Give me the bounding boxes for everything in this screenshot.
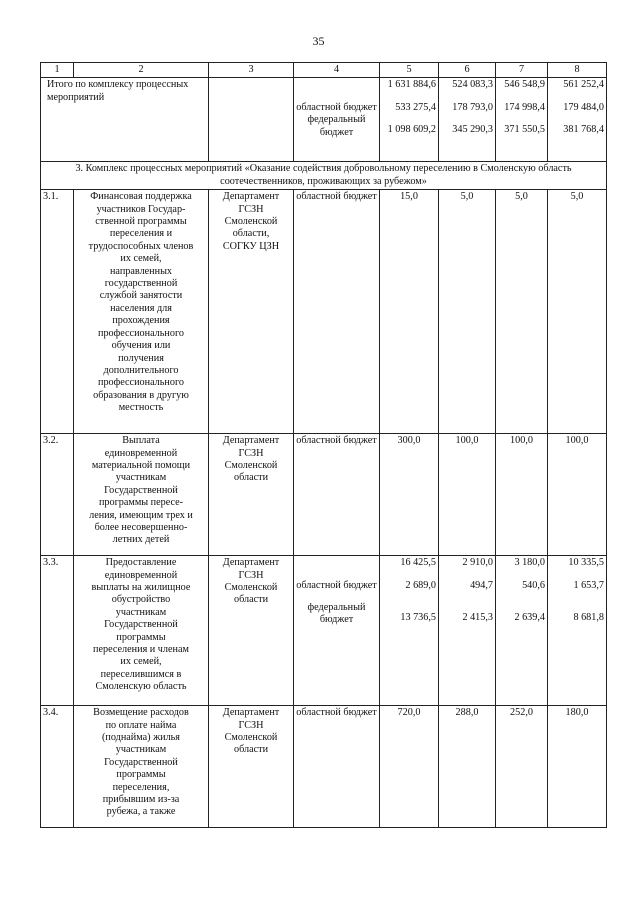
- text-line: ственной программы: [95, 216, 187, 228]
- budget-table: [40, 62, 607, 828]
- text-line: ГСЗН: [238, 203, 264, 215]
- text-line: области,: [232, 228, 270, 240]
- text-line: дополнительного: [103, 364, 179, 376]
- value: 345 290,3: [452, 124, 493, 136]
- value: 2 639,4: [514, 612, 545, 624]
- text-line: ГСЗН: [238, 719, 264, 731]
- table-row: [41, 190, 607, 434]
- item-number: 3.2.: [41, 434, 74, 556]
- column-header: 1: [41, 63, 74, 78]
- source-regional: областной бюджет: [296, 579, 377, 591]
- text-line: СОГКУ ЦЗН: [222, 240, 280, 252]
- value-col8: 5,0: [548, 190, 607, 434]
- text-line: Смоленскую область: [95, 681, 187, 693]
- text-line: Смоленской: [224, 460, 278, 472]
- source-federal: федеральный бюджет: [307, 602, 366, 626]
- executor-cell: [209, 556, 294, 706]
- value-col8: [548, 78, 607, 162]
- value: 2 689,0: [405, 579, 436, 591]
- text-line: получения: [118, 352, 164, 364]
- text-line: ления, имеющим трех и: [89, 509, 193, 521]
- text-line: ГСЗН: [238, 447, 264, 459]
- text-line: области: [233, 744, 269, 756]
- value-col8: [548, 556, 607, 706]
- item-name: [74, 190, 209, 434]
- value: 16 425,5: [400, 557, 436, 569]
- item-number: 3.4.: [41, 706, 74, 828]
- text-line: более несовершенно-: [94, 522, 188, 534]
- source-federal: федеральный бюджет: [307, 114, 366, 138]
- text-line: обустройство: [111, 594, 171, 606]
- executor-cell: [209, 706, 294, 828]
- text-line: Финансовая поддержка: [90, 191, 192, 203]
- value: 1 631 884,6: [387, 79, 436, 91]
- value: 494,7: [470, 579, 493, 591]
- text-line: трудоспособных членов: [88, 240, 194, 252]
- text-line: Государственной: [104, 484, 178, 496]
- item-name: [74, 706, 209, 828]
- text-line: выплаты на жилищное: [91, 582, 191, 594]
- value: 381 768,4: [563, 124, 604, 136]
- value-col6: [439, 556, 496, 706]
- value: 546 548,9: [504, 79, 545, 91]
- item-number: 3.3.: [41, 556, 74, 706]
- section-row: [41, 162, 607, 190]
- text-line: программы: [116, 769, 166, 781]
- text-line: прохождения: [112, 315, 170, 327]
- text-line: Выплата: [122, 435, 160, 447]
- executor-cell: [209, 78, 294, 162]
- column-header: 8: [548, 63, 607, 78]
- text-line: Смоленской: [224, 732, 278, 744]
- value: 2 415,3: [462, 612, 493, 624]
- text-line: их семей,: [120, 656, 162, 668]
- value: 1 098 609,2: [387, 124, 436, 136]
- value: 10 335,5: [568, 557, 604, 569]
- text-line: Департамент: [222, 435, 280, 447]
- text-line: участников Государ-: [96, 203, 186, 215]
- value: 8 681,8: [573, 612, 604, 624]
- table-row: [41, 706, 607, 828]
- text-line: летних детей: [112, 534, 170, 546]
- text-line: профессионального: [98, 377, 184, 389]
- text-line: (поднайма) жилья: [102, 732, 180, 744]
- text-line: области: [233, 594, 269, 606]
- text-line: государственной: [104, 278, 178, 290]
- text-line: Смоленской: [224, 582, 278, 594]
- value: 1 653,7: [573, 579, 604, 591]
- text-line: единовременной: [104, 447, 178, 459]
- total-row: [41, 78, 607, 162]
- text-line: населения для: [110, 302, 172, 314]
- text-line: обучения или: [111, 340, 171, 352]
- page-number: 35: [312, 34, 325, 48]
- value-col6: 100,0: [439, 434, 496, 556]
- text-line: местность: [118, 402, 164, 414]
- value-col7: 5,0: [496, 190, 548, 434]
- value: 174 998,4: [504, 101, 545, 113]
- source-regional: областной бюджет: [296, 101, 377, 113]
- source-cell: [294, 78, 380, 162]
- section-title: 3. Комплекс процессных мероприятий «Оказание содействия добровольному переселению в Смоленскую область соотечественников, проживающих за рубежом»: [41, 162, 607, 190]
- executor-cell: [209, 434, 294, 556]
- value: 179 484,0: [563, 101, 604, 113]
- table-row: [41, 434, 607, 556]
- text-line: прибывшим из-за: [102, 794, 180, 806]
- text-line: Государственной: [104, 619, 178, 631]
- text-line: ГСЗН: [238, 569, 264, 581]
- text-line: программы: [116, 631, 166, 643]
- text-line: по оплате найма: [105, 719, 177, 731]
- value-col8: 180,0: [548, 706, 607, 828]
- value: 2 910,0: [462, 557, 493, 569]
- total-label: Итого по комплексу процессных мероприятий: [41, 78, 209, 162]
- text-line: рубежа, а также: [106, 806, 176, 818]
- item-number: 3.1.: [41, 190, 74, 434]
- value-col5: 720,0: [380, 706, 439, 828]
- value-col6: [439, 78, 496, 162]
- table-row: [41, 556, 607, 706]
- value: 13 736,5: [400, 612, 436, 624]
- value: 178 793,0: [452, 101, 493, 113]
- column-header: 2: [74, 63, 209, 78]
- value-col8: 100,0: [548, 434, 607, 556]
- source-cell: [294, 556, 380, 706]
- value-col7: 100,0: [496, 434, 548, 556]
- text-line: направленных: [109, 265, 173, 277]
- value: 371 550,5: [504, 124, 545, 136]
- text-line: Государственной: [104, 756, 178, 768]
- column-header: 5: [380, 63, 439, 78]
- value: 540,6: [522, 579, 545, 591]
- column-number-header: [41, 63, 607, 78]
- source-cell: областной бюджет: [294, 434, 380, 556]
- text-line: их семей,: [120, 253, 162, 265]
- value-col5: 300,0: [380, 434, 439, 556]
- executor-cell: [209, 190, 294, 434]
- text-line: области: [233, 472, 269, 484]
- column-header: 4: [294, 63, 380, 78]
- item-name: [74, 434, 209, 556]
- value: 533 275,4: [395, 101, 436, 113]
- text-line: материальной помощи: [91, 460, 191, 472]
- text-line: образования в другую: [93, 389, 189, 401]
- text-line: профессионального: [98, 327, 184, 339]
- item-name: [74, 556, 209, 706]
- value: 3 180,0: [514, 557, 545, 569]
- text-line: Департамент: [222, 191, 280, 203]
- value-col5: [380, 556, 439, 706]
- text-line: переселившимся в: [100, 668, 182, 680]
- text-line: участникам: [115, 472, 167, 484]
- text-line: Возмещение расходов: [93, 707, 189, 719]
- value-col5: [380, 78, 439, 162]
- text-line: участникам: [115, 744, 167, 756]
- column-header: 3: [209, 63, 294, 78]
- text-line: переселения и членам: [93, 644, 189, 656]
- text-line: программы пересе-: [98, 497, 184, 509]
- value: 524 083,3: [452, 79, 493, 91]
- value-col6: 288,0: [439, 706, 496, 828]
- text-line: Департамент: [222, 707, 280, 719]
- text-line: службой занятости: [99, 290, 183, 302]
- text-line: переселения,: [112, 781, 170, 793]
- column-header: 6: [439, 63, 496, 78]
- text-line: участникам: [115, 606, 167, 618]
- source-cell: областной бюджет: [294, 706, 380, 828]
- text-line: Департамент: [222, 557, 280, 569]
- text-line: Предоставление: [105, 557, 177, 569]
- value-col7: [496, 556, 548, 706]
- text-line: переселения и: [109, 228, 173, 240]
- value: 561 252,4: [563, 79, 604, 91]
- value-col6: 5,0: [439, 190, 496, 434]
- text-line: единовременной: [104, 569, 178, 581]
- text-line: Смоленской: [224, 216, 278, 228]
- value-col7: [496, 78, 548, 162]
- value-col7: 252,0: [496, 706, 548, 828]
- column-header: 7: [496, 63, 548, 78]
- value-col5: 15,0: [380, 190, 439, 434]
- source-cell: областной бюджет: [294, 190, 380, 434]
